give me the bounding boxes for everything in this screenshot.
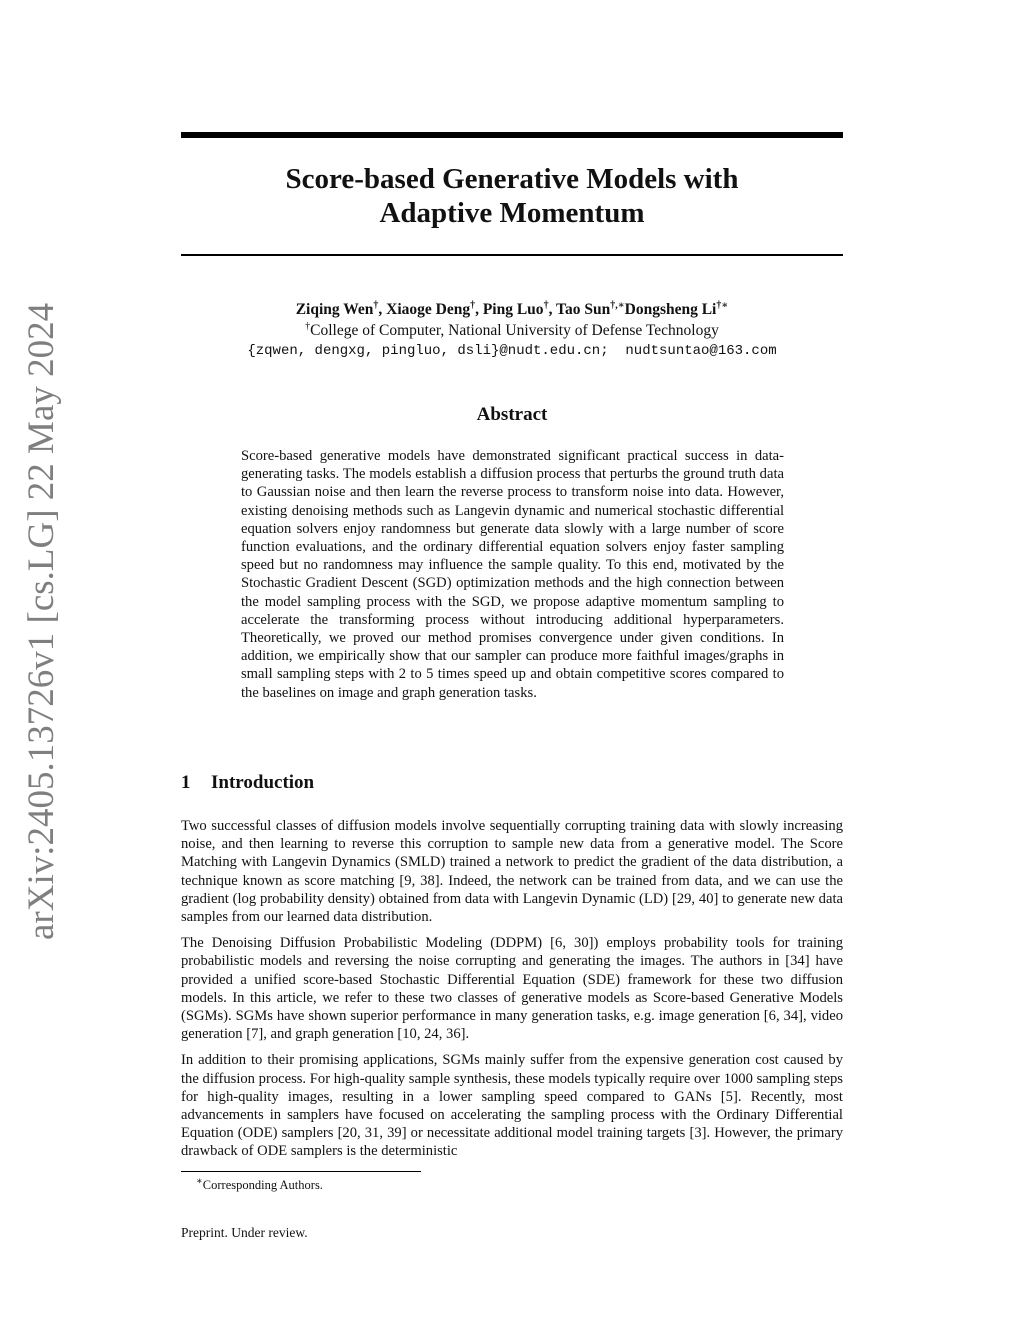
author-name: Xiaoge Deng — [386, 301, 471, 318]
author-affiliation — [181, 320, 843, 341]
section-title: Introduction — [211, 772, 315, 793]
title-top-rule — [181, 132, 843, 138]
footnote-text: Corresponding Authors. — [202, 1178, 323, 1192]
author-name: Dongsheng Li — [624, 301, 717, 318]
abstract-heading: Abstract — [476, 404, 548, 425]
body-paragraph: Two successful classes of diffusion models involve sequentially corrupting training data with slowly increasing noise, and then learning to reverse this corruption to sample new data from a generative model. The Score Matching with Langevin Dynamics (SMLD) trained a network to predict the gradient of the data distribution, a technique known as score matching [9, 38]. Indeed, the network can be trained from data, and we can use the gradient (log probability density) obtained from data with Langevin Dynamic (LD) [29, 40] to generate new data samples from our learned data distribution. — [181, 818, 843, 926]
section-number: 1 — [181, 772, 191, 793]
author-affiliation-mark: † — [470, 299, 476, 311]
title-bottom-rule — [181, 254, 843, 256]
paper-title-line-2: Adaptive Momentum — [379, 197, 645, 229]
body-paragraph: In addition to their promising applications, SGMs mainly suffer from the expensive generation cost caused by the diffusion process. For high-quality sample synthesis, these models typically require over 1000 sampling steps for high-quality images, resulting in a lower sampling speed compared to GANs [5]. Recently, most advancements in samplers have focused on accelerating the sampling process with the Ordinary Differential Equation (ODE) samplers [20, 31, 39] or necessitate additional model training targets [3]. However, the primary drawback of ODE samplers is the deterministic — [181, 1052, 843, 1160]
footnote-mark: ∗ — [196, 1175, 203, 1187]
arxiv-identifier-stamp: arXiv:2405.13726v1 [cs.LG] 22 May 2024 — [21, 302, 62, 940]
footnote-rule — [181, 1171, 421, 1172]
author-block — [181, 299, 843, 362]
paper-title — [181, 162, 843, 230]
preprint-note: Preprint. Under review. — [181, 1225, 308, 1240]
author-name: Ziqing Wen — [295, 301, 374, 318]
author-name: Tao Sun — [556, 301, 611, 318]
author-affiliation-mark: † — [543, 299, 549, 311]
author-affiliation-mark: †∗ — [716, 299, 729, 311]
author-emails: {zqwen, dengxg, pingluo, dsli}@nudt.edu.cn; nudtsuntao@163.com — [247, 343, 777, 359]
affiliation-mark: † — [305, 320, 311, 332]
introduction-body — [181, 817, 843, 1169]
abstract-text: Score-based generative models have demonstrated significant practical success in data-generating tasks. The models establish a diffusion process that perturbs the ground truth data to Gaussian noise and then learn the reverse process to transform noise into data. However, existing denoising methods such as Langevin dynamic and numerical stochastic differential equation solvers enjoy randomness but generate data slowly with a large number of score function evaluations, and the ordinary differential equation solvers enjoy faster sampling speed but no randomness may influence the sample quality. To this end, motivated by the Stochastic Gradient Descent (SGD) optimization methods and the high connection between the model sampling process with the SGD, we propose adaptive momentum sampling to accelerate the transforming process without introducing additional hyperparameters. Theoretically, we proved our method promises convergence under given conditions. In addition, we empirically show that our sampler can produce more faithful images/graphs in small sampling steps with 2 to 5 times speed up and obtain competitive scores compared to the baselines on image and graph generation tasks. — [241, 448, 784, 701]
body-paragraph: The Denoising Diffusion Probabilistic Modeling (DDPM) [6, 30]) employs probability tools for training probabilistic models and reversing the noise corrupting and generating the images. The authors in [34] have provided a unified score-based Stochastic Differential Equation (SDE) framework for these two diffusion models. In this article, we refer to these two classes of generative models as Score-based Generative Models (SGMs). SGMs have shown superior performance in many generation tasks, e.g. image generation [6, 34], video generation [7], and graph generation [10, 24, 36]. — [181, 935, 843, 1043]
footnote — [196, 1177, 323, 1193]
author-names: Ziqing Wen†, Xiaoge Deng†, Ping Luo†, Tao Sun†,∗Dongsheng Li†∗ — [295, 299, 729, 318]
author-affiliation-mark: †,∗ — [610, 299, 625, 311]
section-heading-introduction — [181, 772, 314, 794]
author-affiliation-mark: † — [373, 299, 379, 311]
paper-title-line-1: Score-based Generative Models with — [285, 163, 739, 195]
affiliation-text: College of Computer, National University of Defense Technology — [310, 322, 719, 339]
author-name: Ping Luo — [482, 301, 544, 318]
